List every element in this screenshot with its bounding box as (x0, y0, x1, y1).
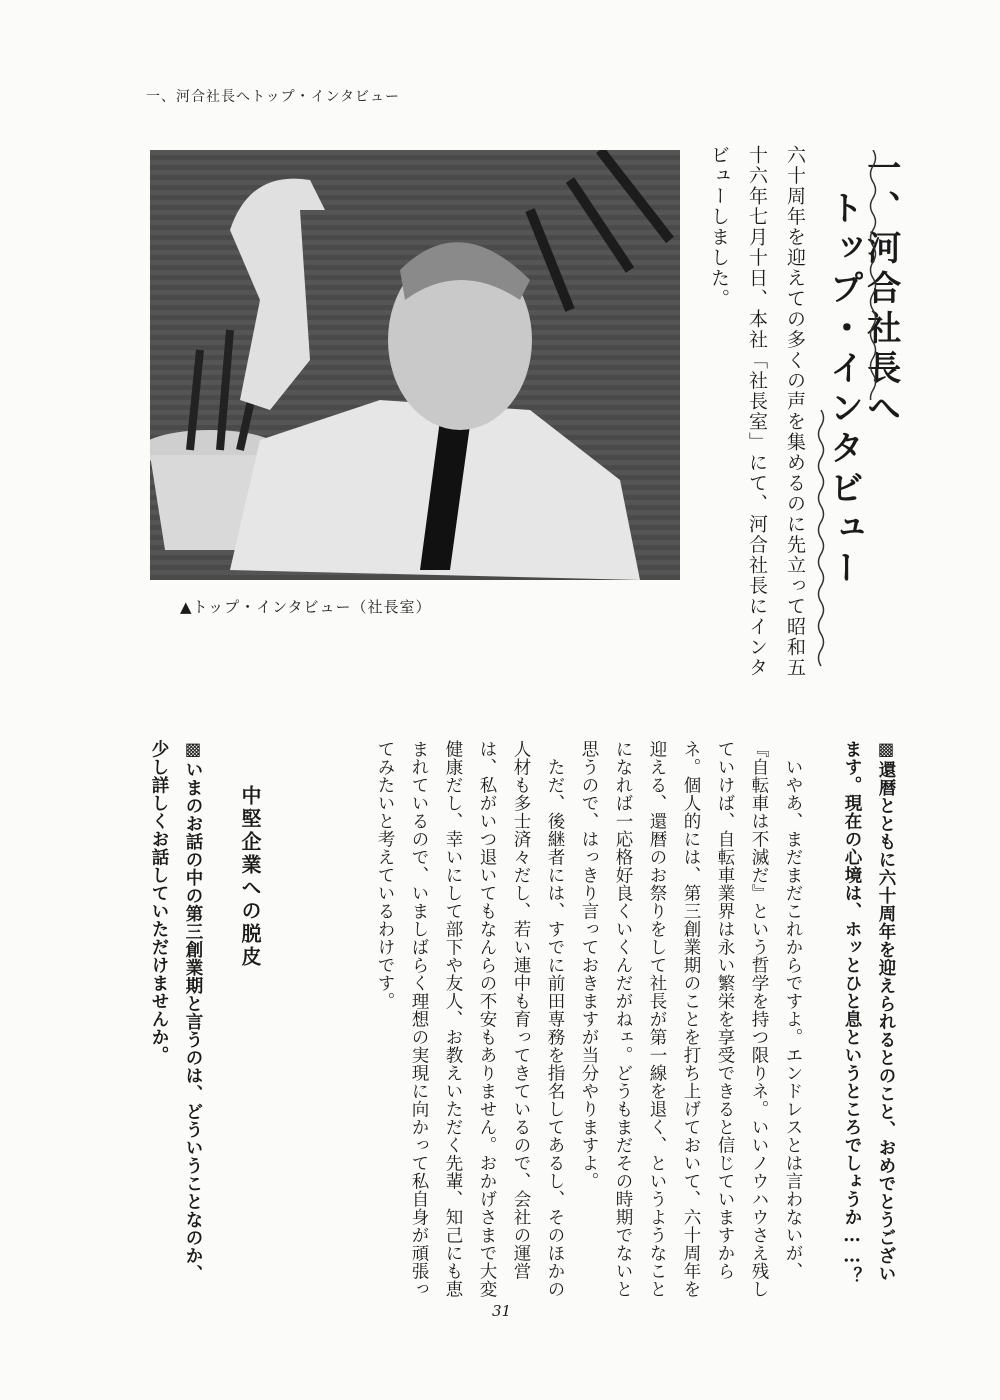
title-decoration-right (814, 410, 828, 670)
intro-text: 六十周年を迎えての多くの声を集めるのに先立って昭和五十六年七月十日、本社「社長室」にて、河合社長にインタビューしました。 (708, 145, 806, 678)
photo-caption: ▲トップ・インタビュー（社長室） (180, 598, 432, 616)
title-line-1: 一、河合社長へ (860, 150, 901, 430)
answer-1-paragraph-1: いやあ、まだまだこれからですよ。エンドレスとは言わないが、『自転車は不滅だ』という哲学を持つ限りネ。いいノウハウさえ残していけば、自転車業界は永い繁栄を享受できると信じていますからネ。個人的には、第三創業期のことを打ち上げておいて、六十周年を迎える、還暦のお祭りをして社長が第一線を退く、というようなことになれば一応格好良くいくんだがねェ。どうもまだその時期でないと思うので、はっきり言っておきますが当分やりますよ。 (579, 740, 803, 1298)
running-head: 一、河合社長へトップ・インタビュー (146, 89, 401, 105)
title-line-2: トップ・インタビュー (823, 190, 864, 590)
answer-1-paragraph-2: ただ、後継者には、すでに前田専務を指名してあるし、そのほかの人材も多士済々だし、若い連中も育ってきているので、会社の運営は、私がいつ退いてもなんらの不安もありません。おかげさまで大変健康だし、幸いにして部下や友人、お教えいただく先輩、知己にも恵まれているので、いましばらく理想の実現に向かって私自身が頑張ってみたいと考えているわけです。 (375, 740, 565, 1298)
article-title (824, 150, 899, 670)
question-2: ▩いまのお話の中の第三創業期と言うのは、どういうことなのか、少し詳しくお話していただけませんか。 (149, 740, 203, 1283)
page-number: 31 (492, 1302, 512, 1320)
title-decoration-left (866, 150, 880, 400)
question-1: ▩還暦とともに六十周年を迎えられるとのこと、おめでとうございます。現在の心境は、ホッとひと息というところでしょうか……？ (842, 740, 896, 1285)
interview-photo (150, 150, 680, 580)
section-subheading: 中堅企業への脱皮 (238, 785, 262, 969)
answer-1 (330, 740, 810, 1300)
